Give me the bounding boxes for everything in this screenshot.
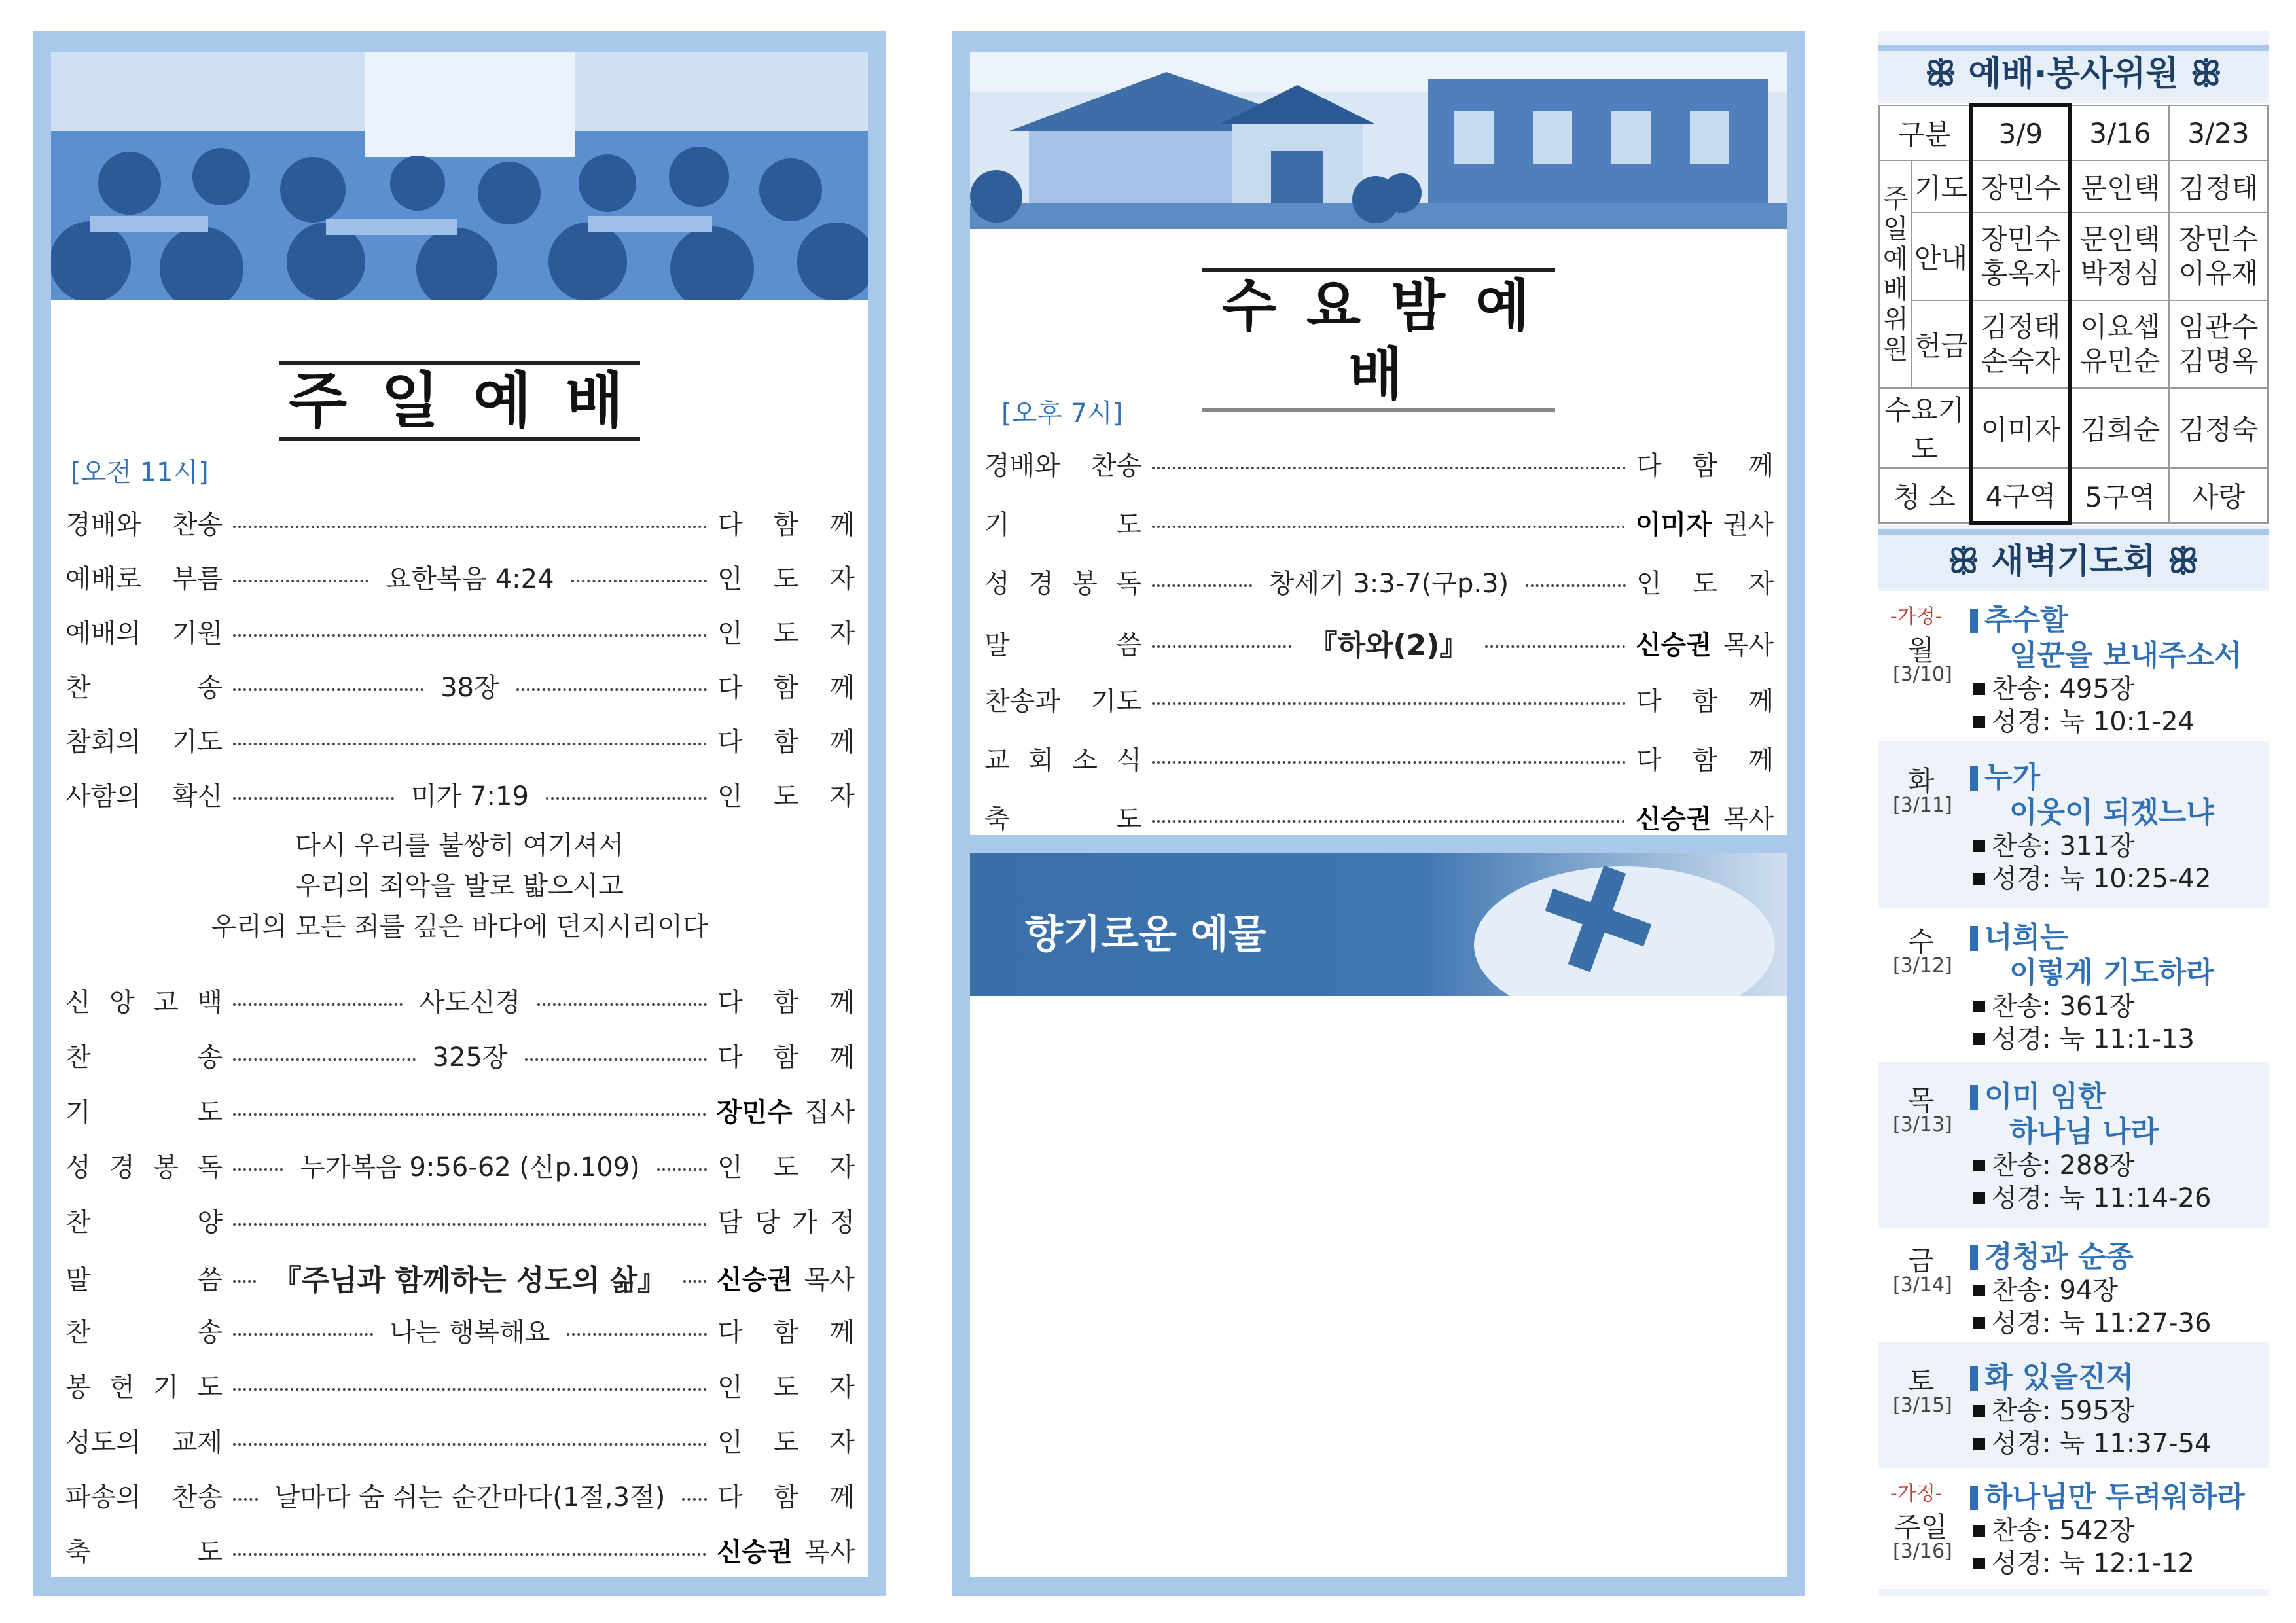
order-row bbox=[65, 1202, 855, 1239]
order-row bbox=[65, 504, 855, 541]
title-marker-icon bbox=[1970, 609, 1978, 633]
order-label: 기 도 bbox=[65, 1097, 223, 1128]
leader-dots bbox=[233, 797, 394, 800]
leader-role: 인 도 자 bbox=[717, 1427, 855, 1457]
bullet-icon bbox=[1973, 873, 1985, 885]
leader-dots bbox=[1526, 584, 1626, 587]
dawn-sermon-title: 하나님 나라 bbox=[2009, 1115, 2159, 1149]
dawn-sermon-title bbox=[1970, 1233, 2134, 1275]
duty-cell: 이요셉 유민순 bbox=[2070, 300, 2169, 388]
duty-cell: 문인택 bbox=[2070, 160, 2169, 213]
bible-text: 성경: 눅 11:14-26 bbox=[1992, 1183, 2212, 1213]
order-label: 파송의 찬송 bbox=[65, 1482, 223, 1512]
order-label: 봉 헌 기 도 bbox=[65, 1372, 223, 1402]
leader-dots bbox=[233, 1443, 707, 1446]
leader-dots bbox=[1152, 526, 1625, 528]
duty-row-label: 안내 bbox=[1912, 213, 1971, 300]
duty-cell: 김정태 bbox=[2169, 160, 2268, 213]
order-label: 예배로 부름 bbox=[65, 564, 223, 594]
dawn-bible bbox=[1973, 1018, 2195, 1056]
dawn-bible bbox=[1973, 858, 2211, 895]
order-leader bbox=[717, 1259, 855, 1296]
bible-text: 성경: 눅 11:37-54 bbox=[1992, 1429, 2212, 1459]
bullet-icon bbox=[1973, 1405, 1985, 1417]
title-marker-icon bbox=[1970, 926, 1978, 951]
dawn-title-line: 화 있을진저 bbox=[1984, 1361, 2134, 1394]
bullet-icon bbox=[1973, 683, 1985, 695]
order-row bbox=[65, 1037, 855, 1074]
order-row bbox=[65, 721, 855, 758]
order-leader bbox=[717, 667, 855, 704]
title-marker-icon bbox=[1970, 1245, 1978, 1270]
dawn-day bbox=[1878, 1468, 2269, 1589]
dawn-sermon-title: 일꾼을 보내주소서 bbox=[2009, 639, 2242, 672]
ornament-right-icon: ꕥ bbox=[2178, 54, 2222, 94]
dawn-heading bbox=[1878, 529, 2269, 588]
order-row bbox=[65, 558, 855, 596]
leader-dots bbox=[537, 1003, 707, 1006]
hymn-text: 찬송: 94장 bbox=[1992, 1275, 2119, 1306]
hymn-text: 찬송: 595장 bbox=[1992, 1396, 2135, 1426]
title-marker-icon bbox=[1970, 1366, 1978, 1391]
leader-dots bbox=[233, 1168, 283, 1171]
order-label: 참회의 기도 bbox=[65, 727, 223, 757]
order-leader bbox=[717, 613, 855, 650]
leader-role: 담 당 가 정 bbox=[717, 1207, 855, 1238]
bullet-icon bbox=[1973, 1001, 1985, 1012]
duty-header-cell: 3/9 bbox=[1971, 105, 2070, 160]
verse-line: 우리의 죄악을 발로 밟으시고 bbox=[295, 871, 624, 901]
leader-title: 목사 bbox=[1723, 630, 1774, 660]
order-label: 기 도 bbox=[984, 510, 1141, 540]
dawn-heading-text: 새벽기도회 bbox=[1991, 542, 2156, 581]
bible-text: 성경: 눅 11:1-13 bbox=[1992, 1024, 2195, 1054]
leader-name: 신승권 bbox=[1635, 804, 1712, 834]
order-leader bbox=[1636, 624, 1774, 662]
offering-banner bbox=[970, 853, 1787, 996]
bullet-icon bbox=[1973, 716, 1985, 728]
dawn-hymn bbox=[1973, 1145, 2134, 1182]
dawn-tag: -가정- bbox=[1890, 1482, 1943, 1505]
bullet-icon bbox=[1973, 1192, 1985, 1204]
leader-title: 목사 bbox=[804, 1264, 855, 1295]
leader-dots bbox=[1485, 645, 1624, 648]
dawn-sermon-title: 이렇게 기도하라 bbox=[2009, 956, 2214, 990]
dawn-bible bbox=[1973, 1302, 2211, 1340]
leader-dots bbox=[233, 1553, 706, 1556]
dawn-title-line: 너희는 bbox=[1984, 921, 2068, 954]
leader-dots bbox=[233, 526, 707, 528]
order-label: 축 도 bbox=[984, 804, 1141, 834]
bullet-icon bbox=[1973, 1033, 1985, 1045]
leader-dots bbox=[233, 634, 707, 637]
order-label: 축 도 bbox=[65, 1537, 223, 1567]
wednesday-time: [오후 7시] bbox=[1001, 399, 1123, 429]
ornament-left-icon: ꕥ bbox=[1925, 54, 1969, 94]
leader-role: 다 함 께 bbox=[717, 510, 855, 540]
bullet-icon bbox=[1973, 1317, 1985, 1329]
order-leader bbox=[717, 1421, 855, 1459]
order-leader bbox=[717, 1311, 855, 1349]
leader-dots bbox=[682, 1498, 707, 1501]
duty-header-cell: 3/23 bbox=[2169, 105, 2268, 160]
order-row bbox=[984, 504, 1774, 541]
order-leader bbox=[717, 504, 855, 541]
order-detail: 38장 bbox=[440, 673, 499, 703]
duty-header-cell: 구분 bbox=[1879, 105, 1971, 160]
leader-name: 신승권 bbox=[716, 1264, 793, 1295]
dawn-day-name: 토 bbox=[1907, 1365, 1935, 1397]
congregation-photo bbox=[51, 52, 868, 300]
order-detail: 미가 7:19 bbox=[411, 781, 529, 812]
order-detail: 『주님과 함께하는 성도의 삶』 bbox=[272, 1264, 667, 1297]
hymn-text: 찬송: 311장 bbox=[1992, 831, 2135, 861]
leader-dots bbox=[571, 580, 707, 582]
order-detail: 『하와(2)』 bbox=[1308, 629, 1469, 662]
order-label: 성 경 봉 독 bbox=[984, 569, 1141, 599]
leader-dots bbox=[233, 1388, 707, 1391]
dawn-date: [3/16] bbox=[1893, 1540, 1952, 1563]
order-leader bbox=[717, 1147, 855, 1184]
order-detail: 누가복음 9:56-62 (신p.109) bbox=[300, 1152, 640, 1183]
bible-text: 성경: 눅 12:1-12 bbox=[1992, 1548, 2195, 1578]
order-leader bbox=[717, 558, 855, 596]
order-row bbox=[984, 563, 1774, 600]
leader-dots bbox=[1152, 584, 1252, 587]
order-label: 사함의 확신 bbox=[65, 781, 223, 812]
offering-blank-area bbox=[970, 996, 1787, 1577]
order-leader bbox=[717, 1037, 855, 1074]
order-label: 찬 송 bbox=[65, 673, 223, 703]
order-label: 말 씀 bbox=[984, 630, 1141, 660]
duty-cell: 사랑 bbox=[2169, 468, 2268, 523]
order-detail: 요한복음 4:24 bbox=[386, 564, 554, 594]
duty-heading-text: 예배·봉사위원 bbox=[1968, 54, 2179, 94]
dawn-bible bbox=[1973, 701, 2195, 738]
leader-role: 다 함 께 bbox=[1636, 687, 1774, 717]
dawn-day bbox=[1878, 1348, 2269, 1463]
dawn-sermon-title bbox=[1970, 1473, 2245, 1515]
verse-line: 우리의 모든 죄를 깊은 바다에 던지시리이다 bbox=[211, 912, 708, 942]
dawn-day-name: 목 bbox=[1907, 1084, 1935, 1116]
duty-cell: 5구역 bbox=[2070, 468, 2169, 523]
order-leader bbox=[717, 982, 855, 1019]
order-leader bbox=[717, 1531, 855, 1569]
offering-banner-text: 향기로운 예물 bbox=[1025, 912, 1266, 957]
duty-cell: 김정태 손숙자 bbox=[1971, 300, 2070, 388]
duty-group-label: 주일예배위원 bbox=[1879, 160, 1912, 388]
leader-name: 장민수 bbox=[716, 1097, 793, 1128]
order-row bbox=[65, 613, 855, 650]
leader-dots bbox=[1152, 761, 1626, 764]
leader-dots bbox=[567, 1333, 707, 1336]
leader-role: 다 함 께 bbox=[717, 1482, 855, 1512]
leader-role: 인 도 자 bbox=[717, 618, 855, 649]
duty-table bbox=[1878, 103, 2269, 525]
order-label: 교 회 소 식 bbox=[984, 745, 1141, 776]
ornament-left-icon: ꕥ bbox=[1948, 542, 1992, 581]
duty-cell: 문인택 박정심 bbox=[2070, 213, 2169, 300]
dawn-title-line: 추수할 bbox=[1984, 603, 2068, 637]
order-row bbox=[65, 982, 855, 1019]
title-marker-icon bbox=[1970, 1085, 1978, 1110]
duty-header-cell: 3/16 bbox=[2070, 105, 2169, 160]
dawn-title-line: 누가 bbox=[1984, 760, 2041, 794]
leader-dots bbox=[525, 1058, 708, 1061]
sunday-title-text: 주 일 예 배 bbox=[289, 366, 630, 436]
order-row bbox=[65, 1092, 855, 1129]
bible-text: 성경: 눅 10:25-42 bbox=[1992, 864, 2212, 894]
dawn-date: [3/12] bbox=[1893, 954, 1952, 977]
order-row bbox=[984, 798, 1774, 836]
leader-name: 이미자 bbox=[1635, 510, 1712, 540]
order-label: 성도의 교제 bbox=[65, 1427, 223, 1457]
order-label: 찬송과 기도 bbox=[984, 687, 1141, 717]
dawn-tag: -가정- bbox=[1890, 605, 1943, 628]
leader-role: 다 함 께 bbox=[717, 673, 855, 703]
order-label: 경배와 찬송 bbox=[984, 451, 1141, 481]
dawn-bible bbox=[1973, 1543, 2195, 1580]
order-row bbox=[65, 1147, 855, 1184]
bullet-icon bbox=[1973, 1558, 1985, 1569]
leader-dots bbox=[1152, 645, 1291, 648]
leader-title: 목사 bbox=[804, 1537, 855, 1567]
leader-dots bbox=[233, 688, 423, 691]
leader-name: 신승권 bbox=[1635, 630, 1712, 660]
leader-role: 다 함 께 bbox=[717, 988, 855, 1018]
order-row bbox=[65, 1531, 855, 1569]
leader-role: 인 도 자 bbox=[717, 564, 855, 594]
leader-title: 집사 bbox=[804, 1097, 855, 1128]
leader-role: 인 도 자 bbox=[717, 781, 855, 812]
dawn-day bbox=[1878, 748, 2269, 902]
order-detail: 사도신경 bbox=[419, 988, 521, 1018]
order-leader bbox=[717, 1202, 855, 1239]
order-row bbox=[984, 445, 1774, 482]
duty-cell: 임관수 김명옥 bbox=[2169, 300, 2268, 388]
dawn-day-name: 화 bbox=[1907, 765, 1935, 797]
bullet-icon bbox=[1973, 1285, 1985, 1296]
ornament-right-icon: ꕥ bbox=[2155, 542, 2199, 581]
hymn-text: 찬송: 495장 bbox=[1992, 674, 2135, 704]
dawn-bible bbox=[1973, 1177, 2211, 1215]
dawn-title-line: 이미 임한 bbox=[1984, 1080, 2106, 1113]
leader-role: 다 함 께 bbox=[717, 1043, 855, 1073]
dawn-day-name: 금 bbox=[1907, 1245, 1935, 1277]
order-label: 찬 송 bbox=[65, 1043, 223, 1073]
leader-dots bbox=[1152, 702, 1626, 705]
order-row bbox=[65, 776, 855, 813]
order-detail: 창세기 3:3-7(구p.3) bbox=[1268, 569, 1509, 599]
order-detail: 나는 행복해요 bbox=[389, 1317, 550, 1347]
duty-cell: 장민수 홍옥자 bbox=[1971, 213, 2070, 300]
order-leader bbox=[1636, 740, 1774, 777]
title-marker-icon bbox=[1970, 766, 1978, 791]
duty-cell: 4구역 bbox=[1971, 468, 2070, 523]
order-label: 경배와 찬송 bbox=[65, 510, 223, 540]
leader-title: 목사 bbox=[1723, 804, 1774, 834]
order-leader bbox=[1636, 681, 1774, 718]
duty-row-label: 청 소 bbox=[1879, 468, 1971, 523]
right-column bbox=[1878, 31, 2269, 1596]
dawn-day-name: 수 bbox=[1907, 925, 1935, 957]
bullet-icon bbox=[1973, 1525, 1985, 1537]
duty-cell: 김희순 bbox=[2070, 388, 2169, 468]
dawn-day bbox=[1878, 1228, 2269, 1342]
order-leader bbox=[1636, 798, 1774, 836]
duty-row-label: 헌금 bbox=[1912, 300, 1971, 388]
leader-dots bbox=[233, 580, 368, 582]
dawn-hymn bbox=[1973, 1270, 2118, 1307]
order-label: 말 씀 bbox=[65, 1264, 223, 1295]
order-label: 성 경 봉 독 bbox=[65, 1152, 223, 1183]
bullet-icon bbox=[1973, 1438, 1985, 1450]
leader-dots bbox=[683, 1280, 706, 1283]
order-leader bbox=[717, 721, 855, 758]
bible-text: 성경: 눅 10:1-24 bbox=[1992, 707, 2195, 737]
bullet-icon bbox=[1973, 1160, 1985, 1171]
order-leader bbox=[1636, 445, 1774, 482]
wednesday-title bbox=[1202, 268, 1555, 412]
duty-cell: 장민수 이유재 bbox=[2169, 213, 2268, 300]
leader-dots bbox=[233, 1223, 707, 1226]
dawn-day-name: 월 bbox=[1907, 634, 1935, 666]
wednesday-title-text: 수 요 밤 예 배 bbox=[1221, 274, 1535, 407]
leader-dots bbox=[233, 1333, 373, 1336]
hymn-text: 찬송: 542장 bbox=[1992, 1516, 2135, 1546]
order-detail: 325장 bbox=[432, 1043, 508, 1073]
dawn-day bbox=[1878, 1067, 2269, 1221]
order-detail: 날마다 숨 쉬는 순간마다(1절,3절) bbox=[274, 1482, 666, 1512]
dawn-bible bbox=[1973, 1423, 2211, 1460]
order-row bbox=[65, 1257, 855, 1298]
duty-cell: 이미자 bbox=[1971, 388, 2070, 468]
order-leader bbox=[717, 1366, 855, 1404]
leader-role: 다 함 께 bbox=[717, 727, 855, 757]
bullet-icon bbox=[1973, 840, 1985, 852]
order-row bbox=[65, 667, 855, 704]
sunday-panel bbox=[33, 31, 886, 1596]
dawn-sermon-title bbox=[1970, 1353, 2134, 1395]
sunday-time: [오전 11시] bbox=[71, 457, 209, 488]
dawn-sermon-title: 이웃이 되겠느냐 bbox=[2009, 796, 2214, 829]
sunday-title bbox=[279, 361, 640, 441]
duty-cell: 장민수 bbox=[1971, 160, 2070, 213]
verse-line: 다시 우리를 불쌍히 여기셔서 bbox=[295, 830, 624, 861]
leader-dots bbox=[233, 743, 707, 745]
order-row bbox=[65, 1476, 855, 1514]
church-building-photo bbox=[970, 52, 1787, 229]
leader-role: 인 도 자 bbox=[717, 1372, 855, 1402]
dawn-day bbox=[1878, 908, 2269, 1062]
dawn-date: [3/11] bbox=[1893, 794, 1952, 817]
leader-dots bbox=[233, 1058, 416, 1061]
leader-dots bbox=[516, 688, 707, 691]
title-marker-icon bbox=[1970, 1486, 1978, 1510]
order-label: 신 앙 고 백 bbox=[65, 988, 223, 1018]
order-label: 찬 송 bbox=[65, 1317, 223, 1347]
order-leader bbox=[1636, 563, 1774, 600]
sunday-panel-inner bbox=[51, 52, 868, 1577]
order-row bbox=[984, 740, 1774, 777]
dawn-date: [3/10] bbox=[1893, 663, 1952, 686]
dawn-day bbox=[1878, 591, 2269, 741]
order-leader bbox=[1636, 504, 1774, 541]
dawn-day-name: 주일 bbox=[1894, 1511, 1948, 1543]
dawn-hymn bbox=[1973, 1510, 2134, 1547]
order-leader bbox=[717, 776, 855, 813]
leader-dots bbox=[233, 1113, 706, 1116]
order-label: 예배의 기원 bbox=[65, 618, 223, 649]
wednesday-panel bbox=[952, 31, 1805, 1596]
leader-role: 인 도 자 bbox=[717, 1152, 855, 1183]
dawn-hymn bbox=[1973, 986, 2134, 1023]
leader-dots bbox=[546, 797, 707, 800]
leader-role: 인 도 자 bbox=[1636, 569, 1774, 599]
leader-title: 권사 bbox=[1723, 510, 1774, 540]
duty-row-label: 기도 bbox=[1912, 160, 1971, 213]
duty-cell: 김정숙 bbox=[2169, 388, 2268, 468]
duty-heading bbox=[1878, 45, 2269, 97]
dawn-hymn bbox=[1973, 1390, 2134, 1427]
dawn-title-line: 경청과 순종 bbox=[1984, 1240, 2134, 1274]
leader-dots bbox=[233, 1498, 258, 1501]
leader-dots bbox=[657, 1168, 707, 1171]
order-leader bbox=[717, 1476, 855, 1514]
leader-dots bbox=[233, 1280, 256, 1283]
bible-text: 성경: 눅 11:27-36 bbox=[1992, 1308, 2212, 1338]
dawn-hymn bbox=[1973, 825, 2134, 863]
wednesday-panel-inner bbox=[970, 52, 1787, 835]
order-label: 찬 양 bbox=[65, 1207, 223, 1238]
order-row bbox=[65, 1366, 855, 1404]
hymn-text: 찬송: 288장 bbox=[1992, 1150, 2135, 1181]
leader-dots bbox=[1152, 467, 1626, 469]
order-leader bbox=[717, 1092, 855, 1129]
dawn-date: [3/14] bbox=[1893, 1274, 1952, 1296]
dawn-date: [3/13] bbox=[1893, 1113, 1952, 1136]
dawn-date: [3/15] bbox=[1893, 1394, 1952, 1417]
dawn-hymn bbox=[1973, 668, 2134, 705]
leader-role: 다 함 께 bbox=[717, 1317, 855, 1347]
hymn-text: 찬송: 361장 bbox=[1992, 991, 2135, 1022]
leader-dots bbox=[1152, 820, 1625, 823]
order-row bbox=[984, 622, 1774, 664]
dawn-title-line: 하나님만 두려워하라 bbox=[1984, 1480, 2245, 1514]
order-row bbox=[65, 1421, 855, 1459]
leader-name: 신승권 bbox=[716, 1537, 793, 1567]
order-row bbox=[984, 681, 1774, 718]
leader-role: 다 함 께 bbox=[1636, 745, 1774, 776]
leader-dots bbox=[233, 1003, 403, 1006]
duty-row-label: 수요기도 bbox=[1879, 388, 1971, 468]
order-row bbox=[65, 1311, 855, 1349]
leader-role: 다 함 께 bbox=[1636, 451, 1774, 481]
